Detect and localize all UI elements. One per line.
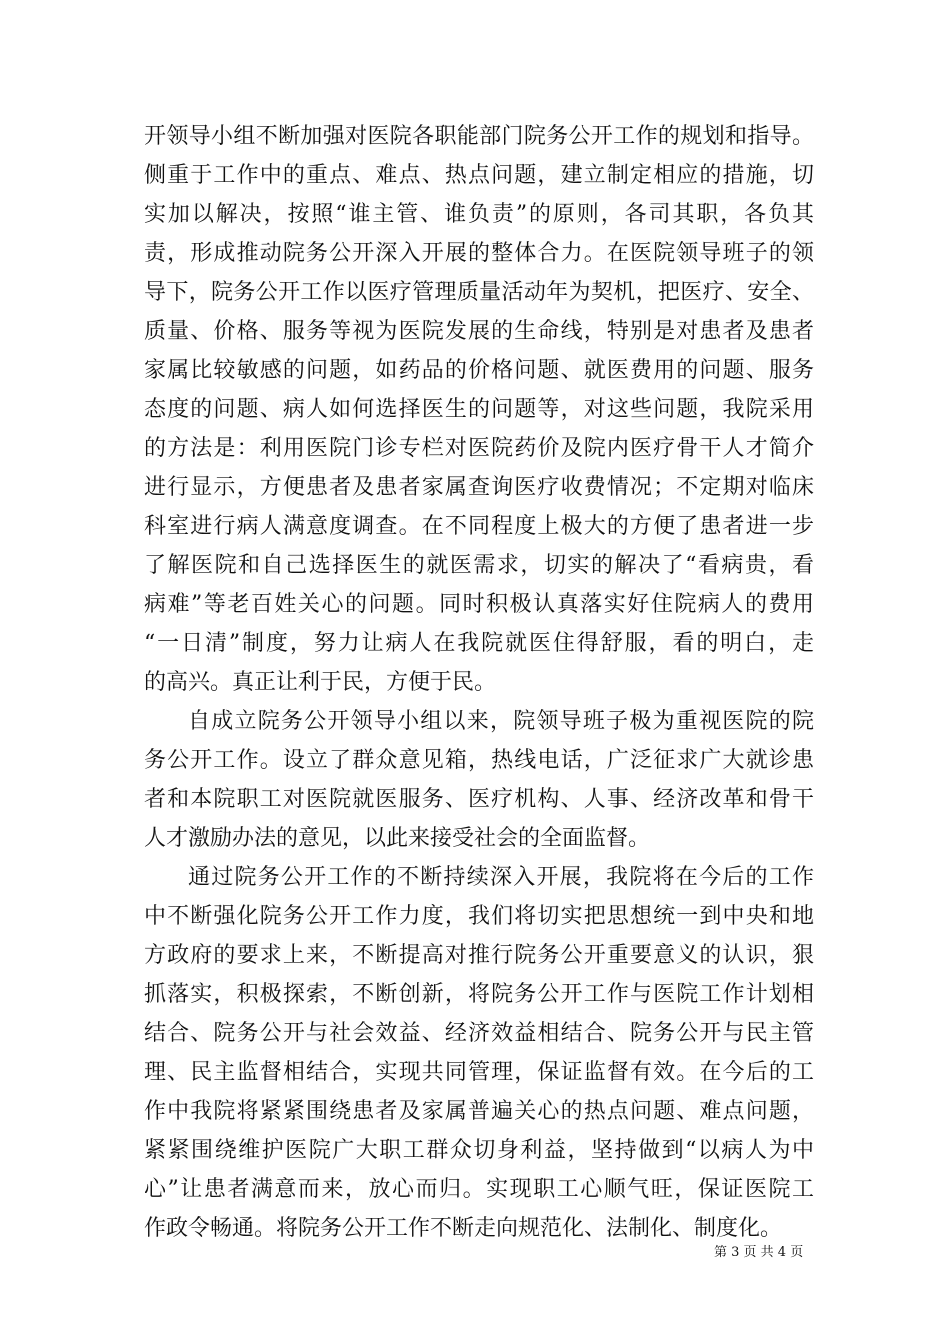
paragraph-2 [144, 702, 814, 858]
paragraph-3 [144, 858, 814, 1248]
text-line: 实加以解决，按照“谁主管、谁负责”的原则，各司其职，各负其 [144, 202, 814, 227]
page-number-footer: 第 3 页 共 4 页 [714, 1245, 804, 1260]
text-line: 家属比较敏感的问题，如药品的价格问题、就医费用的问题、服务 [144, 358, 814, 383]
text-line: 抓落实，积极探索，不断创新，将院务公开工作与医院工作计划相 [144, 982, 814, 1007]
text-line: 自成立院务公开领导小组以来，院领导班子极为重视医院的院 [188, 709, 814, 734]
document-body [144, 117, 814, 1248]
text-line: 紧紧围绕维护医院广大职工群众切身利益，坚持做到“以病人为中 [144, 1138, 814, 1163]
text-line: 通过院务公开工作的不断持续深入开展，我院将在今后的工作 [188, 865, 814, 890]
text-line: 侧重于工作中的重点、难点、热点问题，建立制定相应的措施，切 [144, 163, 814, 188]
text-line: 进行显示，方便患者及患者家属查询医疗收费情况；不定期对临床 [144, 475, 814, 500]
text-line: 作政令畅通。将院务公开工作不断走向规范化、法制化、制度化。 [144, 1216, 783, 1241]
text-line: “一日清”制度，努力让病人在我院就医住得舒服，看的明白，走 [144, 631, 814, 656]
text-line: 务公开工作。设立了群众意见箱，热线电话，广泛征求广大就诊患 [144, 748, 814, 773]
text-line: 导下，院务公开工作以医疗管理质量活动年为契机，把医疗、安全、 [144, 280, 814, 305]
text-line: 病难”等老百姓关心的问题。同时积极认真落实好住院病人的费用 [144, 592, 814, 617]
text-line: 了解医院和自己选择医生的就医需求，切实的解决了“看病贵，看 [144, 553, 814, 578]
text-line: 的高兴。真正让利于民，方便于民。 [144, 670, 497, 695]
text-line: 心”让患者满意而来，放心而归。实现职工心顺气旺，保证医院工 [144, 1177, 814, 1202]
text-line: 中不断强化院务公开工作力度，我们将切实把思想统一到中央和地 [144, 904, 814, 929]
text-line: 责，形成推动院务公开深入开展的整体合力。在医院领导班子的领 [144, 241, 814, 266]
text-line: 结合、院务公开与社会效益、经济效益相结合、院务公开与民主管 [144, 1021, 814, 1046]
text-line: 人才激励办法的意见，以此来接受社会的全面监督。 [144, 826, 651, 851]
text-line: 开领导小组不断加强对医院各职能部门院务公开工作的规划和指导。 [144, 124, 814, 149]
text-line: 者和本院职工对医院就医服务、医疗机构、人事、经济改革和骨干 [144, 787, 814, 812]
paragraph-1 [144, 117, 814, 702]
text-line: 作中我院将紧紧围绕患者及家属普遍关心的热点问题、难点问题， [144, 1099, 814, 1124]
text-line: 态度的问题、病人如何选择医生的问题等，对这些问题，我院采用 [144, 397, 814, 422]
text-line: 理、民主监督相结合，实现共同管理，保证监督有效。在今后的工 [144, 1060, 814, 1085]
text-line: 的方法是：利用医院门诊专栏对医院药价及院内医疗骨干人才简介 [144, 436, 814, 461]
text-line: 方政府的要求上来，不断提高对推行院务公开重要意义的认识，狠 [144, 943, 814, 968]
text-line: 质量、价格、服务等视为医院发展的生命线，特别是对患者及患者 [144, 319, 814, 344]
text-line: 科室进行病人满意度调查。在不同程度上极大的方便了患者进一步 [144, 514, 814, 539]
